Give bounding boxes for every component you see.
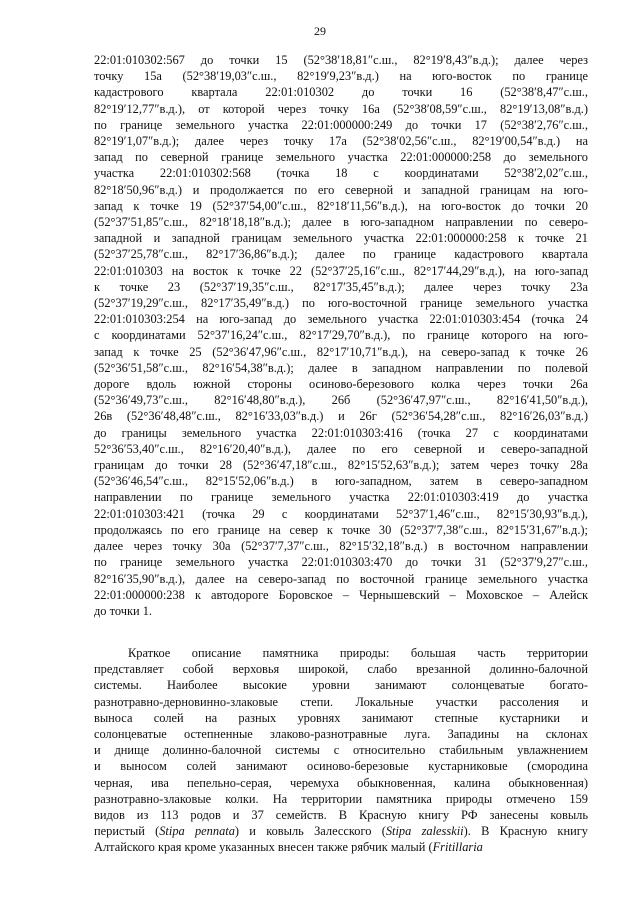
paragraph-line: к точке 23 (52°37′19,35″с.ш., 82°17′35,45″в.д.); далее через точку 23а [94,279,588,294]
paragraph-line: кадастрового квартала 22:01:010302 до точки 16 (52°38′8,47″с.ш., [94,85,588,100]
paragraph-line: 82°18′50,96″в.д.) и продолжается по его северной и западной границам на юго- [94,182,588,197]
paragraph-line: 22:01:000000:238 к автодороге Боровское – Чернышевский – Моховское – Алейск [94,587,588,602]
paragraph-line: (52°37′19,29″с.ш., 82°17′35,49″в.д.) по юго-восточной границе земельного участка [94,296,588,311]
paragraph-line: (52°37′25,78″с.ш., 82°17′36,86″в.д.); далее по границе кадастрового квартала [94,247,588,262]
paragraph-line: точку 15а (52°38′19,03″с.ш., 82°19′9,23″в.д.) на юго-восток по границе [94,69,588,84]
paragraph-line: границам до точки 28 (52°36′47,18″с.ш., 82°15′52,63″в.д.); затем через точку 28а [94,458,588,473]
paragraph-line: и днище долинно-балочной системы с относительно стабильным увлажнением [94,743,588,758]
nature-monument-description-paragraph [94,645,588,856]
paragraph-line: разнотравно-дерновинно-злаковые степи. Локальные участки рассоления и [94,694,588,709]
latin-species-name: Fritillaria [432,840,483,855]
paragraph-line: солонцеватые остепненные злаково-разнотравные луга. Западины на склонах [94,727,588,742]
latin-species-name: Stipa zalesskii [385,824,464,839]
paragraph-line: по границе земельного участка 22:01:000000:249 до точки 17 (52°38′2,76″с.ш., [94,117,588,132]
paragraph-line: 22:01:010303:421 (точка 29 с координатами 52°37′1,46″с.ш., 82°15′30,93″в.д.), [94,506,588,521]
paragraph-line: (52°37′51,85″с.ш., 82°18′18,18″в.д.); далее в юго-западном направлении по северо- [94,215,588,230]
paragraph-line: дороге вдоль южной стороны осиново-березового колка через точки 26а [94,377,588,392]
paragraph-line: по границе земельного участка 22:01:010303:470 до точки 31 (52°37′9,27″с.ш., [94,555,588,570]
paragraph-line: (52°36′51,58″с.ш., 82°16′54,38″в.д.); далее в западном направлении по полевой [94,360,588,375]
paragraph-line: 82°19′12,77″в.д.), от которой через точку 16а (52°38′08,59″с.ш., 82°19′13,08″в.д.) [94,101,588,116]
paragraph-line: выноса солей на разных уровнях занимают степные кустарники и [94,710,588,725]
paragraph-line: далее через точку 30а (52°37′7,37″с.ш., 82°15′32,18″в.д.) в восточном направлении [94,539,588,554]
paragraph-line: продолжаясь по его границе на север к точке 30 (52°37′7,38″с.ш., 82°15′31,67″в.д.); [94,522,588,537]
paragraph-line: до границы земельного участка 22:01:010303:416 (точка 27 с координатами [94,425,588,440]
boundary-description-paragraph [94,52,588,619]
paragraph-line: до точки 1. [94,603,152,618]
paragraph-line: запад к точке 25 (52°36′47,96″с.ш., 82°17′10,71″в.д.), на северо-запад к точке 26 [94,344,588,359]
paragraph-line: 22:01:010302:567 до точки 15 (52°38′18,81″с.ш., 82°19′8,43″в.д.); далее через [94,53,588,67]
paragraph-line: (52°36′49,73″с.ш., 82°16′48,80″в.д.), 26б (52°36′47,97″с.ш., 82°16′41,50″в.д.), [94,393,588,408]
paragraph-line: направлении по границе земельного участка 22:01:010303:419 до участка [94,490,588,505]
paragraph-line: 22:01:010303 на восток к точке 22 (52°37′25,16″с.ш., 82°17′44,29″в.д.), на юго-запад [94,263,588,278]
paragraph-line: с координатами 52°37′16,24″с.ш., 82°17′29,70″в.д.), по границе которого на юго- [94,328,588,343]
paragraph-line: участка 22:01:010302:568 (точка 18 с координатами 52°38′2,02″с.ш., [94,166,588,181]
paragraph-line: 52°36′53,40″с.ш., 82°16′20,40″в.д.), далее по его северной и северо-западной [94,441,588,456]
paragraph-line: запад к точке 19 (52°37′54,00″с.ш., 82°18′11,56″в.д.), на юго-восток до точки 20 [94,198,588,213]
paragraph-line: западной и западной границам земельного участка 22:01:000000:258 к точке 21 [94,231,588,246]
paragraph-line-13: Алтайского края кроме указанных внесен также рябчик малый (Fritillaria [94,840,483,855]
paragraph-line: 26в (52°36′48,48″с.ш., 82°16′33,03″в.д.) и 26г (52°36′54,28″с.ш., 82°16′26,03″в.д.) [94,409,588,424]
paragraph-line: разнотравно-злаковые колки. На территории памятника природы отмечено 159 [94,791,588,806]
paragraph-line: (52°36′46,54″с.ш., 82°15′52,06″в.д.) в юго-западном, затем в северо-западном [94,474,588,489]
paragraph-line: 22:01:010303:254 на юго-запад до земельного участка 22:01:010303:454 (точка 24 [94,312,588,327]
paragraph-line-12: перистый (Stipa pennata) и ковыль Залесского (Stipa zalesskii). В Красную книгу [94,824,588,839]
paragraph-line: черная, ива пепельно-серая, черемуха обыкновенная, калина обыкновенная) [94,775,588,790]
paragraph-line: и выносом солей занимают осиново-березовые кустарниковые (смородина [94,759,588,774]
paragraph-line: запад по северной границе земельного участка 22:01:000000:258 до земельного [94,150,588,165]
page-number: 29 [314,24,326,38]
paragraph-line: 82°19′1,07″в.д.); далее через точку 17а (52°38′02,56″с.ш., 82°19′00,54″в.д.) на [94,134,588,149]
paragraph-line: представляет собой верховья широкой, слабо врезанной долинно-балочной [94,662,588,677]
paragraph-line: 82°16′35,90″в.д.), далее на северо-запад по восточной границе земельного участка [94,571,588,586]
paragraph-line: Краткое описание памятника природы: большая часть территории [128,646,588,660]
paragraph-line: видов из 113 родов и 37 семейств. В Красную книгу РФ занесены ковыль [94,808,588,823]
latin-species-name: Stipa pennata [159,824,235,839]
paragraph-line: системы. Наиболее высокие уровни занимают солонцеватые богато- [94,678,588,693]
